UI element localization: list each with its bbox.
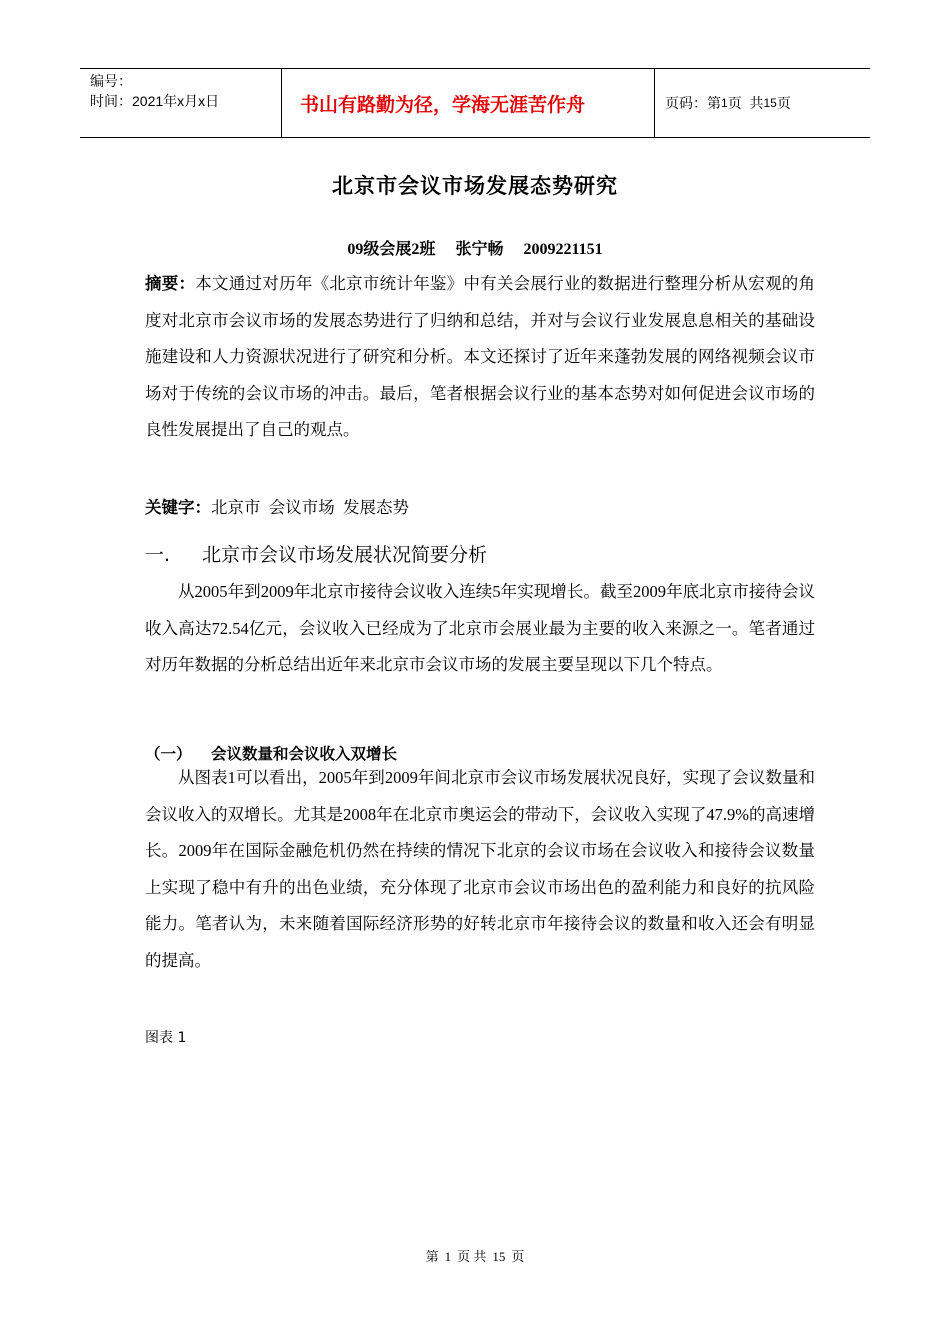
subsection-paragraph: 从图表1可以看出，2005年到2009年间北京市会议市场发展状况良好，实现了会议数量和会议收入的双增长。尤其是2008年在北京市奥运会的带动下，会议收入实现了47.9%的高速增长。2009年在国际金融危机仍然在持续的情况下北京的会议市场在会议收入和接待会议数量上实现了稳中有升的出色业绩，充分体现了北京市会议市场出色的盈利能力和良好的抗风险能力。笔者认为，未来随着国际经济形势的好转北京市年接待会议的数量和收入还会有明显的提高。 [145,768,815,970]
author-class: 09级会展2班 [347,241,436,258]
section-number: 一. [145,544,171,566]
header-page-info [655,69,870,137]
document-title: 北京市会议市场发展态势研究 [332,174,618,198]
footer-mid: 页 共 [457,1249,487,1264]
page-header [80,68,870,138]
keywords-label: 关键字： [145,498,211,517]
author-line [0,236,950,259]
section-title: 北京市会议市场发展状况简要分析 [202,544,488,566]
abstract-paragraph [145,266,815,449]
header-page-suffix: 页 [776,95,791,111]
abstract-text: 本文通过对历年《北京市统计年鉴》中有关会展行业的数据进行整理分析从宏观的角度对北京市会议市场的发展态势进行了归纳和总结，并对与会议行业发展息息相关的基础设施建设和人力资源状况进行了研究和分析。本文还探讨了近年来蓬勃发展的网络视频会议市场对于传统的会议市场的冲击。最后，笔者根据会议行业的基本态势对如何促进会议市场的良性发展提出了自己的观点。 [145,274,816,439]
section-heading [145,540,825,567]
footer-prefix: 第 [425,1249,439,1264]
subsection-title: 会议数量和会议收入双增长 [211,745,398,763]
author-id: 2009221151 [523,241,603,258]
header-number-label: 编号： [90,73,132,89]
header-page-current: 1 [721,96,728,110]
header-page-prefix: 页码：第 [665,95,721,111]
footer-current: 1 [444,1249,452,1264]
header-page-total: 15 [763,96,777,110]
figure-caption: 图表 1 [145,1030,187,1046]
keywords-text: 北京市 会议市场 发展态势 [211,498,409,517]
header-time-label: 时间：2021年x月x日 [90,93,220,109]
footer-total: 15 [492,1249,506,1264]
header-motto: 书山有路勤为径，学海无涯苦作舟 [282,69,655,137]
footer-suffix: 页 [511,1249,525,1264]
keywords-paragraph [145,490,815,527]
section-paragraph: 从2005年到2009年北京市接待会议收入连续5年实现增长。截至2009年底北京市接待会议收入高达72.54亿元，会议收入已经成为了北京市会展业最为主要的收入来源之一。笔者通过对历年数据的分析总结出近年来北京市会议市场的发展主要呈现以下几个特点。 [145,582,815,674]
page-footer [0,1246,950,1265]
header-page-mid: 页 共 [727,95,764,111]
subsection-number: （一） [145,745,192,763]
author-name: 张宁畅 [455,241,504,258]
header-meta [80,69,282,137]
abstract-label: 摘要： [145,274,196,293]
